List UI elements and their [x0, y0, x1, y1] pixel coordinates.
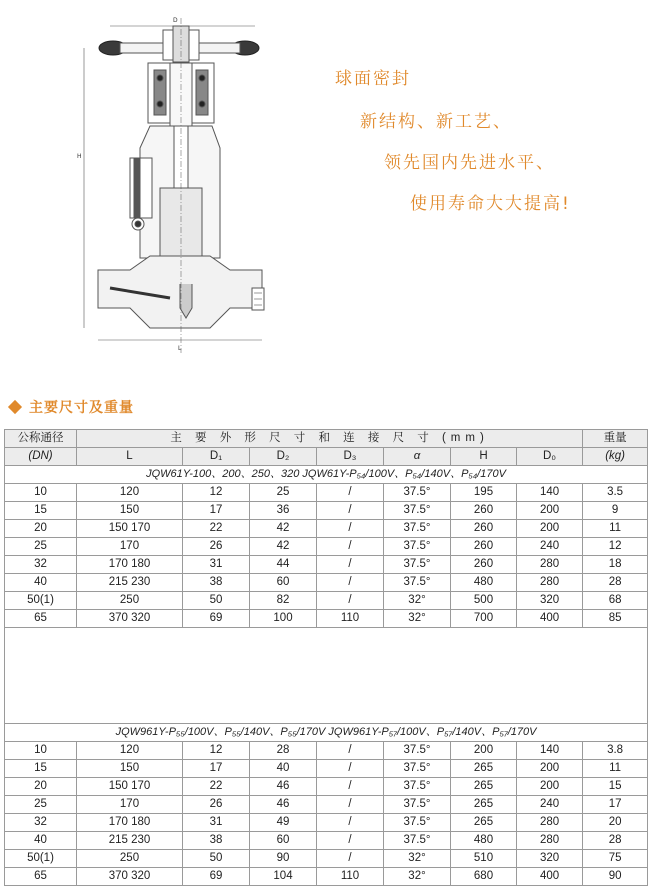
table-cell: / [317, 592, 384, 610]
table-cell: 20 [5, 520, 77, 538]
group-title-row [5, 466, 648, 484]
table-cell: 265 [451, 778, 517, 796]
table-cell: 265 [451, 796, 517, 814]
table-cell: 38 [183, 574, 250, 592]
section-title [6, 397, 134, 417]
table-cell: / [317, 574, 384, 592]
slogan-line: 领先国内先进水平、 [384, 153, 555, 173]
table-cell: 104 [250, 868, 317, 886]
table-cell: 200 [451, 742, 517, 760]
table-cell: 680 [451, 868, 517, 886]
group-title-row [5, 724, 648, 742]
table-cell: 42 [250, 538, 317, 556]
table-cell: / [317, 850, 384, 868]
table-row [5, 574, 648, 592]
table-cell: 150 170 [77, 778, 183, 796]
table-cell: 68 [583, 592, 648, 610]
table-cell: 9 [583, 502, 648, 520]
table-cell: 37.5° [384, 538, 451, 556]
table-cell: 140 [517, 484, 583, 502]
table-header-row [5, 448, 648, 466]
table-cell: 260 [451, 538, 517, 556]
table-cell: 32° [384, 868, 451, 886]
dims-header: 主 要 外 形 尺 寸 和 连 接 尺 寸 (mm) [77, 430, 583, 448]
table-cell: 11 [583, 760, 648, 778]
table-row [5, 796, 648, 814]
table-cell: / [317, 814, 384, 832]
table-cell: 17 [183, 502, 250, 520]
table-cell: 90 [250, 850, 317, 868]
table-cell: 215 230 [77, 574, 183, 592]
table-cell: 150 170 [77, 520, 183, 538]
table-cell: 320 [517, 850, 583, 868]
table-cell: 32° [384, 592, 451, 610]
table-row [5, 610, 648, 628]
table-cell: 110 [317, 610, 384, 628]
table-row [5, 778, 648, 796]
table-cell: 37.5° [384, 502, 451, 520]
table-cell: 280 [517, 574, 583, 592]
table-cell: 37.5° [384, 520, 451, 538]
table-cell: 32° [384, 610, 451, 628]
table-cell: 140 [517, 742, 583, 760]
col-header-alpha: α [384, 448, 451, 466]
table-cell: 75 [583, 850, 648, 868]
dim-d-label: D [173, 17, 178, 24]
table-cell: 49 [250, 814, 317, 832]
table-cell: 280 [517, 814, 583, 832]
table-cell: 32 [5, 814, 77, 832]
table-cell: 50 [183, 850, 250, 868]
group2-title: JQW961Y-P₅₅/100V、P₅₅/140V、P₅₅/170V JQW961Y-P₅₇/100V、P₅₇/140V、P₅₇/170V [5, 724, 648, 742]
dim-l-label: L [178, 345, 182, 352]
table-cell: 50(1) [5, 850, 77, 868]
table-cell: 42 [250, 520, 317, 538]
table-cell: / [317, 796, 384, 814]
slogan-line: 新结构、新工艺、 [360, 112, 512, 132]
table-row [5, 592, 648, 610]
table-cell: 90 [583, 868, 648, 886]
table-cell: 260 [451, 502, 517, 520]
table-cell: / [317, 538, 384, 556]
table-cell: 280 [517, 556, 583, 574]
table-cell: / [317, 502, 384, 520]
table-cell: 100 [250, 610, 317, 628]
table-row [5, 868, 648, 886]
table-cell: 260 [451, 520, 517, 538]
table-cell: 215 230 [77, 832, 183, 850]
table-cell: 15 [5, 760, 77, 778]
table-cell: 36 [250, 502, 317, 520]
table-cell: 60 [250, 832, 317, 850]
table-cell: 10 [5, 484, 77, 502]
table-row [5, 520, 648, 538]
table-cell: 37.5° [384, 484, 451, 502]
table-cell: 32° [384, 850, 451, 868]
table-cell: 65 [5, 868, 77, 886]
table-cell: 40 [250, 760, 317, 778]
table-cell: 69 [183, 610, 250, 628]
table-cell: 200 [517, 502, 583, 520]
table-cell: 3.8 [583, 742, 648, 760]
weight-unit: (kg) [583, 448, 648, 466]
table-cell: 120 [77, 484, 183, 502]
table-cell: 700 [451, 610, 517, 628]
col-header-l: L [77, 448, 183, 466]
table-cell: 400 [517, 610, 583, 628]
table-row [5, 832, 648, 850]
table-cell: 480 [451, 574, 517, 592]
table-cell: / [317, 760, 384, 778]
table-cell: 37.5° [384, 814, 451, 832]
col-header-d3: D₃ [317, 448, 384, 466]
table-cell: 240 [517, 538, 583, 556]
table-cell: 37.5° [384, 796, 451, 814]
table-cell: 370 320 [77, 610, 183, 628]
weight-header: 重量 [583, 430, 648, 448]
table-cell: 44 [250, 556, 317, 574]
table-cell: 28 [583, 574, 648, 592]
table-cell: 69 [183, 868, 250, 886]
table-cell: 37.5° [384, 760, 451, 778]
table-cell: 15 [5, 502, 77, 520]
section-title-text: 主要尺寸及重量 [29, 400, 134, 416]
table-cell: 10 [5, 742, 77, 760]
table-cell: 12 [583, 538, 648, 556]
table-cell: 120 [77, 742, 183, 760]
table-cell: 110 [317, 868, 384, 886]
table-cell: 510 [451, 850, 517, 868]
table-cell: 46 [250, 796, 317, 814]
table-cell: 20 [5, 778, 77, 796]
col-header-d0: D₀ [517, 448, 583, 466]
table-cell: 25 [5, 538, 77, 556]
table-cell: 150 [77, 760, 183, 778]
table-cell: 38 [183, 832, 250, 850]
table-cell: 37.5° [384, 742, 451, 760]
table-cell: 11 [583, 520, 648, 538]
table-cell: 265 [451, 760, 517, 778]
table-cell: 170 [77, 538, 183, 556]
table-cell: / [317, 832, 384, 850]
table-cell: 240 [517, 796, 583, 814]
table-cell: 25 [5, 796, 77, 814]
table-header-row [5, 430, 648, 448]
slogan-block [0, 0, 650, 360]
table-cell: 46 [250, 778, 317, 796]
diamond-bullet-icon [8, 400, 22, 414]
table-cell: 37.5° [384, 778, 451, 796]
table-cell: 170 180 [77, 556, 183, 574]
table-cell: 22 [183, 520, 250, 538]
table-cell: 17 [183, 760, 250, 778]
table-cell: 20 [583, 814, 648, 832]
table-cell: 25 [250, 484, 317, 502]
table-cell: 31 [183, 556, 250, 574]
table-row [5, 760, 648, 778]
col-header-h: H [451, 448, 517, 466]
table-cell: 480 [451, 832, 517, 850]
table-row [5, 556, 648, 574]
table-cell: 82 [250, 592, 317, 610]
blank-cell [5, 628, 648, 724]
table-row [5, 850, 648, 868]
table-cell: 40 [5, 574, 77, 592]
table-cell: 250 [77, 850, 183, 868]
col-header-d2: D₂ [250, 448, 317, 466]
table-cell: 22 [183, 778, 250, 796]
table-cell: / [317, 484, 384, 502]
table-cell: / [317, 742, 384, 760]
table-cell: 12 [183, 742, 250, 760]
table-cell: 200 [517, 760, 583, 778]
table-cell: 26 [183, 796, 250, 814]
table-cell: 12 [183, 484, 250, 502]
table-cell: 195 [451, 484, 517, 502]
table-cell: 65 [5, 610, 77, 628]
table-cell: 40 [5, 832, 77, 850]
table-cell: 150 [77, 502, 183, 520]
nominal-header: 公称通径 [5, 430, 77, 448]
table-cell: 280 [517, 832, 583, 850]
table-cell: 400 [517, 868, 583, 886]
table-row [5, 742, 648, 760]
table-row [5, 538, 648, 556]
table-row [5, 814, 648, 832]
group1-title: JQW61Y-100、200、250、320 JQW61Y-P₅₄/100V、P₅₄/140V、P₅₄/170V [5, 466, 648, 484]
table-cell: 15 [583, 778, 648, 796]
table-cell: 265 [451, 814, 517, 832]
table-cell: 260 [451, 556, 517, 574]
table-cell: / [317, 556, 384, 574]
table-cell: 26 [183, 538, 250, 556]
table-cell: 28 [583, 832, 648, 850]
table-cell: 3.5 [583, 484, 648, 502]
table-cell: 17 [583, 796, 648, 814]
slogan-line: 使用寿命大大提高! [410, 194, 571, 214]
table-cell: 37.5° [384, 832, 451, 850]
table-cell: 50 [183, 592, 250, 610]
slogan-line: 球面密封 [335, 69, 411, 89]
dim-h-label: H [77, 153, 82, 160]
blank-spacer-row [5, 628, 648, 724]
table-cell: 370 320 [77, 868, 183, 886]
table-cell: 60 [250, 574, 317, 592]
table-cell: 37.5° [384, 574, 451, 592]
nominal-unit: (DN) [5, 448, 77, 466]
table-cell: 31 [183, 814, 250, 832]
spec-table [4, 429, 648, 886]
table-row [5, 502, 648, 520]
table-cell: 18 [583, 556, 648, 574]
table-cell: 32 [5, 556, 77, 574]
table-cell: / [317, 520, 384, 538]
table-cell: 170 [77, 796, 183, 814]
col-header-d1: D₁ [183, 448, 250, 466]
table-cell: 200 [517, 520, 583, 538]
table-cell: 85 [583, 610, 648, 628]
table-cell: 200 [517, 778, 583, 796]
table-row [5, 484, 648, 502]
table-cell: 50(1) [5, 592, 77, 610]
table-cell: 28 [250, 742, 317, 760]
table-cell: 250 [77, 592, 183, 610]
table-cell: 320 [517, 592, 583, 610]
table-cell: 170 180 [77, 814, 183, 832]
table-cell: / [317, 778, 384, 796]
table-cell: 500 [451, 592, 517, 610]
table-cell: 37.5° [384, 556, 451, 574]
